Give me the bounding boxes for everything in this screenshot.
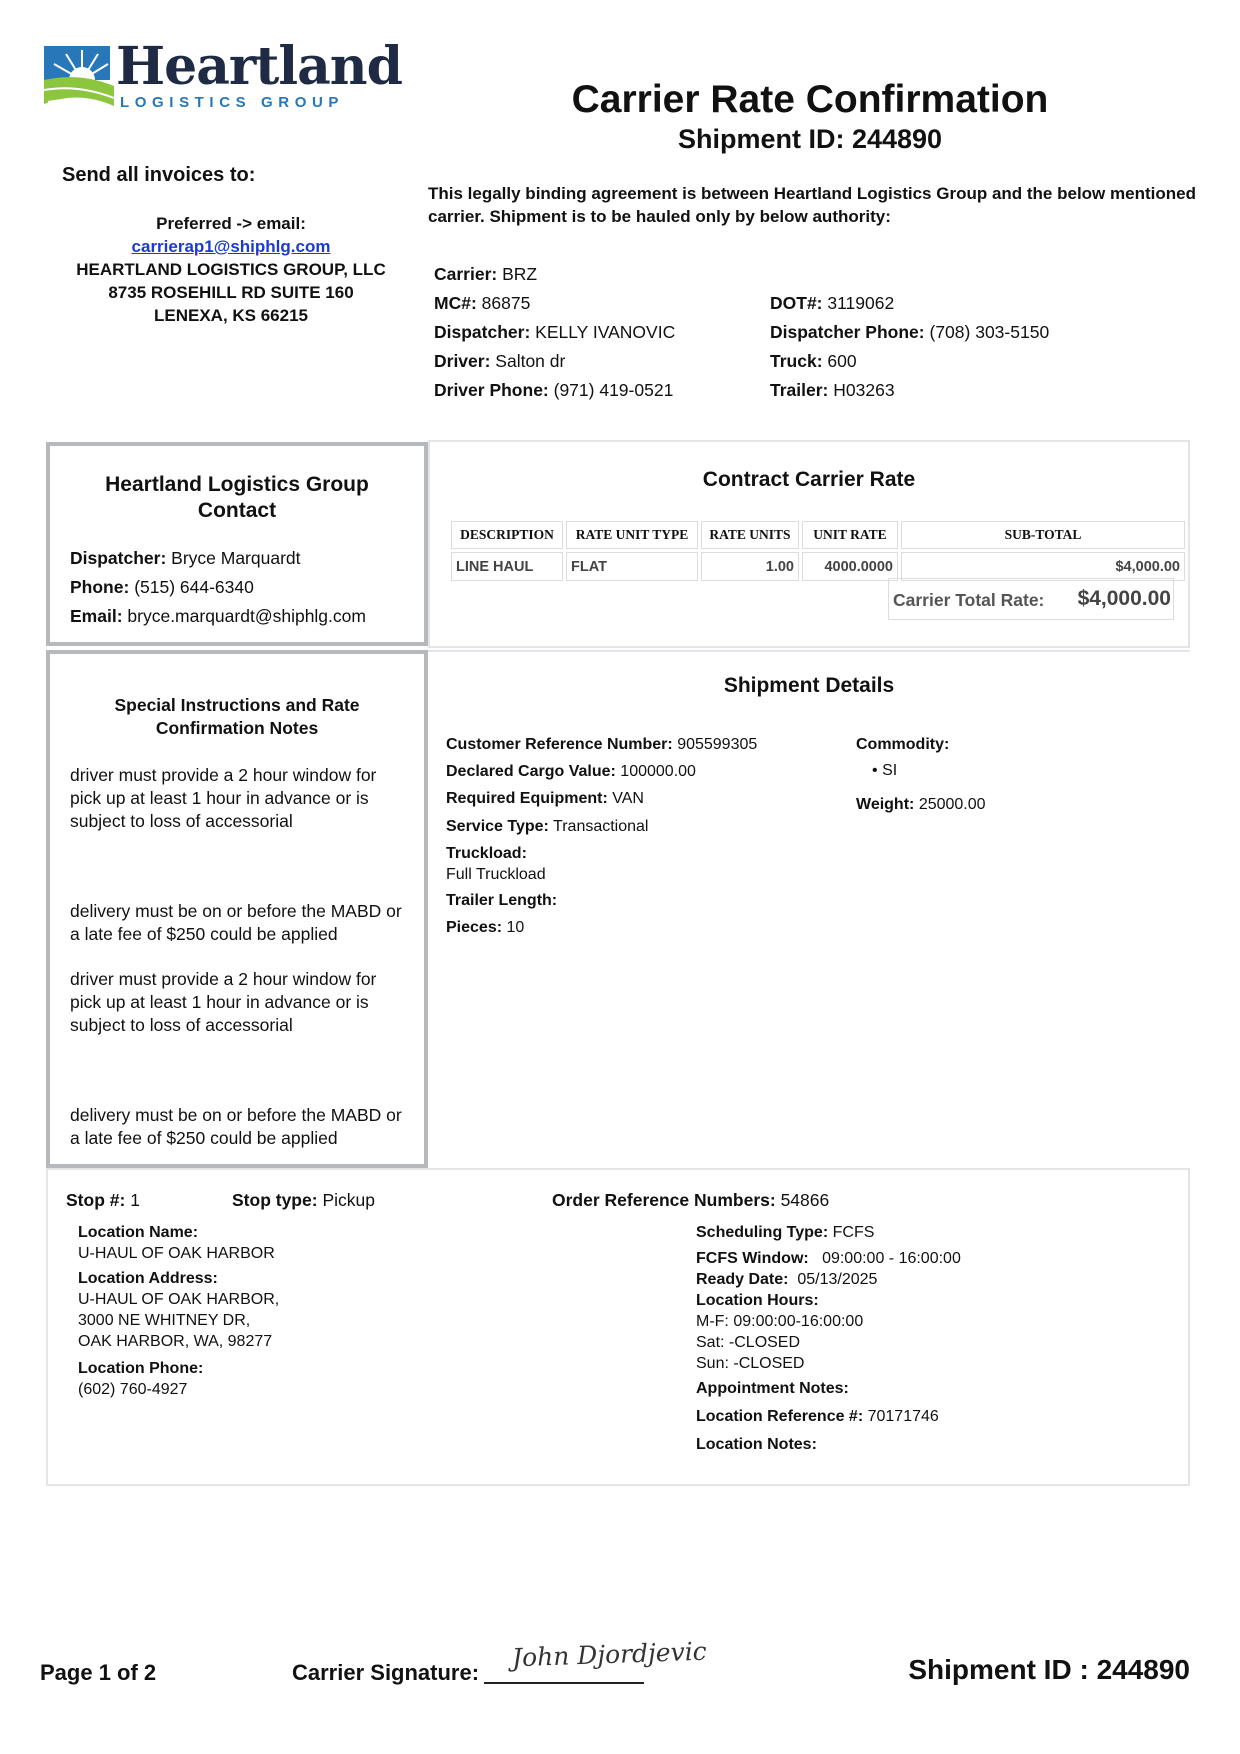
- logo-tagline: LOGISTICS GROUP: [120, 94, 345, 111]
- contact-email: Email: bryce.marquardt@shiphlg.com: [70, 606, 366, 626]
- rate-header-cell: RATE UNIT TYPE: [566, 521, 698, 549]
- handwritten-signature: John Djordjevic: [511, 1636, 708, 1673]
- shipment-title: Shipment Details: [723, 674, 895, 697]
- company-logo: [44, 36, 404, 120]
- location-phone-label: Location Phone:: [78, 1360, 204, 1377]
- service-type: Service Type: Transactional: [446, 818, 649, 835]
- rate-header-cell: DESCRIPTION: [451, 521, 563, 549]
- table-row: [451, 552, 1185, 581]
- dispatcher-field: Dispatcher: KELLY IVANOVIC: [434, 322, 676, 342]
- contact-phone: Phone: (515) 644-6340: [70, 577, 254, 597]
- invoice-address-line2: LENEXA, KS 66215: [153, 306, 308, 325]
- rate-header-cell: RATE UNITS: [701, 521, 799, 549]
- note-item: delivery must be on or before the MABD or a late fee of $250 could be applied: [70, 901, 402, 944]
- footer-shipment-id: Shipment ID : 244890: [908, 1654, 1190, 1685]
- invoice-heading: Send all invoices to:: [62, 164, 256, 186]
- invoice-company: HEARTLAND LOGISTICS GROUP, LLC: [76, 260, 386, 279]
- dispatcher-phone-field: Dispatcher Phone: (708) 303-5150: [770, 322, 1050, 342]
- stop-type: Stop type: Pickup: [232, 1190, 375, 1210]
- commodity-label: Commodity:: [856, 736, 950, 753]
- total-label: Carrier Total Rate:: [893, 590, 1045, 610]
- order-reference: Order Reference Numbers: 54866: [552, 1190, 830, 1210]
- invoice-address-block: [44, 212, 418, 327]
- cargo-value: Declared Cargo Value: 100000.00: [446, 763, 696, 780]
- scheduling-type: Scheduling Type: FCFS: [696, 1224, 875, 1241]
- rate-cell: $4,000.00: [901, 552, 1185, 581]
- truck-field: Truck: 600: [770, 351, 857, 371]
- location-notes: Location Notes:: [696, 1436, 817, 1453]
- note-item: delivery must be on or before the MABD or a late fee of $250 could be applied: [70, 1105, 402, 1148]
- rate-cell: LINE HAUL: [451, 552, 563, 581]
- appointment-notes: Appointment Notes:: [696, 1380, 849, 1397]
- rate-header-cell: UNIT RATE: [802, 521, 898, 549]
- location-name-label: Location Name:: [78, 1224, 199, 1241]
- location-address-label: Location Address:: [78, 1270, 218, 1287]
- address-line3: OAK HARBOR, WA, 98277: [78, 1333, 273, 1350]
- note-item: driver must provide a 2 hour window for pick up at least 1 hour in advance or is subject to loss of accessorial: [70, 765, 377, 831]
- ready-date: Ready Date: 05/13/2025: [696, 1271, 878, 1288]
- stop-box: [46, 1168, 1190, 1486]
- notes-title: Special Instructions and Rate Confirmation Notes: [114, 695, 360, 738]
- carrier-total-box: [888, 578, 1174, 620]
- truckload-value: Full Truckload: [446, 866, 546, 883]
- truckload-label: Truckload:: [446, 845, 527, 862]
- location-phone: (602) 760-4927: [78, 1381, 188, 1398]
- rate-header-cell: SUB-TOTAL: [901, 521, 1185, 549]
- hours-line1: M-F: 09:00:00-16:00:00: [696, 1313, 864, 1330]
- rate-cell: 4000.0000: [802, 552, 898, 581]
- total-value: $4,000.00: [1077, 587, 1171, 610]
- carrier-field: Carrier: BRZ: [434, 264, 538, 284]
- contact-details: [70, 544, 366, 631]
- note-item: driver must provide a 2 hour window for pick up at least 1 hour in advance or is subject to loss of accessorial: [70, 969, 377, 1035]
- dot-field: DOT#: 3119062: [770, 293, 895, 313]
- trailer-length: Trailer Length:: [446, 892, 558, 909]
- document-title: Carrier Rate Confirmation: [571, 78, 1049, 121]
- shipment-details-box: [428, 650, 1190, 1168]
- invoice-address-line1: 8735 ROSEHILL RD SUITE 160: [108, 283, 354, 302]
- address-line2: 3000 NE WHITNEY DR,: [78, 1312, 251, 1329]
- invoice-preferred: Preferred -> email:: [156, 214, 306, 233]
- commodity-item: • SI: [872, 762, 898, 779]
- rate-cell: FLAT: [566, 552, 698, 581]
- hours-line3: Sun: -CLOSED: [696, 1355, 805, 1372]
- hours-line2: Sat: -CLOSED: [696, 1334, 801, 1351]
- invoice-email-link[interactable]: carrierap1@shiphlg.com: [131, 237, 331, 256]
- hlg-contact-box: [46, 442, 428, 646]
- page-number: Page 1 of 2: [40, 1660, 157, 1685]
- location-reference: Location Reference #: 70171746: [696, 1408, 939, 1425]
- contact-title: Heartland Logistics Group Contact: [105, 473, 369, 522]
- agreement-text: This legally binding agreement is between Heartland Logistics Group and the below mentioned carrier. Shipment is to be hauled only by below authority:: [428, 184, 1196, 226]
- bullet-icon: •: [872, 762, 878, 779]
- mc-field: MC#: 86875: [434, 293, 531, 313]
- fcfs-window: FCFS Window: 09:00:00 - 16:00:00: [696, 1250, 961, 1267]
- stop-number: Stop #: 1: [66, 1190, 140, 1210]
- location-name: U-HAUL OF OAK HARBOR: [78, 1245, 275, 1262]
- contract-rate-box: [428, 440, 1190, 648]
- rate-cell: 1.00: [701, 552, 799, 581]
- weight: Weight: 25000.00: [856, 796, 986, 813]
- logo-wordmark: Heartland: [116, 36, 402, 97]
- special-instructions-box: [46, 650, 428, 1168]
- contact-dispatcher: Dispatcher: Bryce Marquardt: [70, 548, 301, 568]
- driver-phone-field: Driver Phone: (971) 419-0521: [434, 380, 674, 400]
- driver-field: Driver: Salton dr: [434, 351, 566, 371]
- pieces: Pieces: 10: [446, 919, 525, 936]
- required-equipment: Required Equipment: VAN: [446, 790, 644, 807]
- location-hours-label: Location Hours:: [696, 1292, 819, 1309]
- rate-title: Contract Carrier Rate: [702, 468, 916, 491]
- carrier-signature-label: Carrier Signature:: [292, 1660, 480, 1685]
- logo-mark-icon: [44, 46, 116, 116]
- signature-line[interactable]: [484, 1682, 644, 1684]
- customer-ref: Customer Reference Number: 905599305: [446, 736, 758, 753]
- rate-table-header: [451, 521, 1185, 549]
- trailer-field: Trailer: H03263: [770, 380, 895, 400]
- shipment-id-heading: Shipment ID: 244890: [677, 124, 943, 154]
- rate-table: [448, 518, 1188, 584]
- address-line1: U-HAUL OF OAK HARBOR,: [78, 1291, 280, 1308]
